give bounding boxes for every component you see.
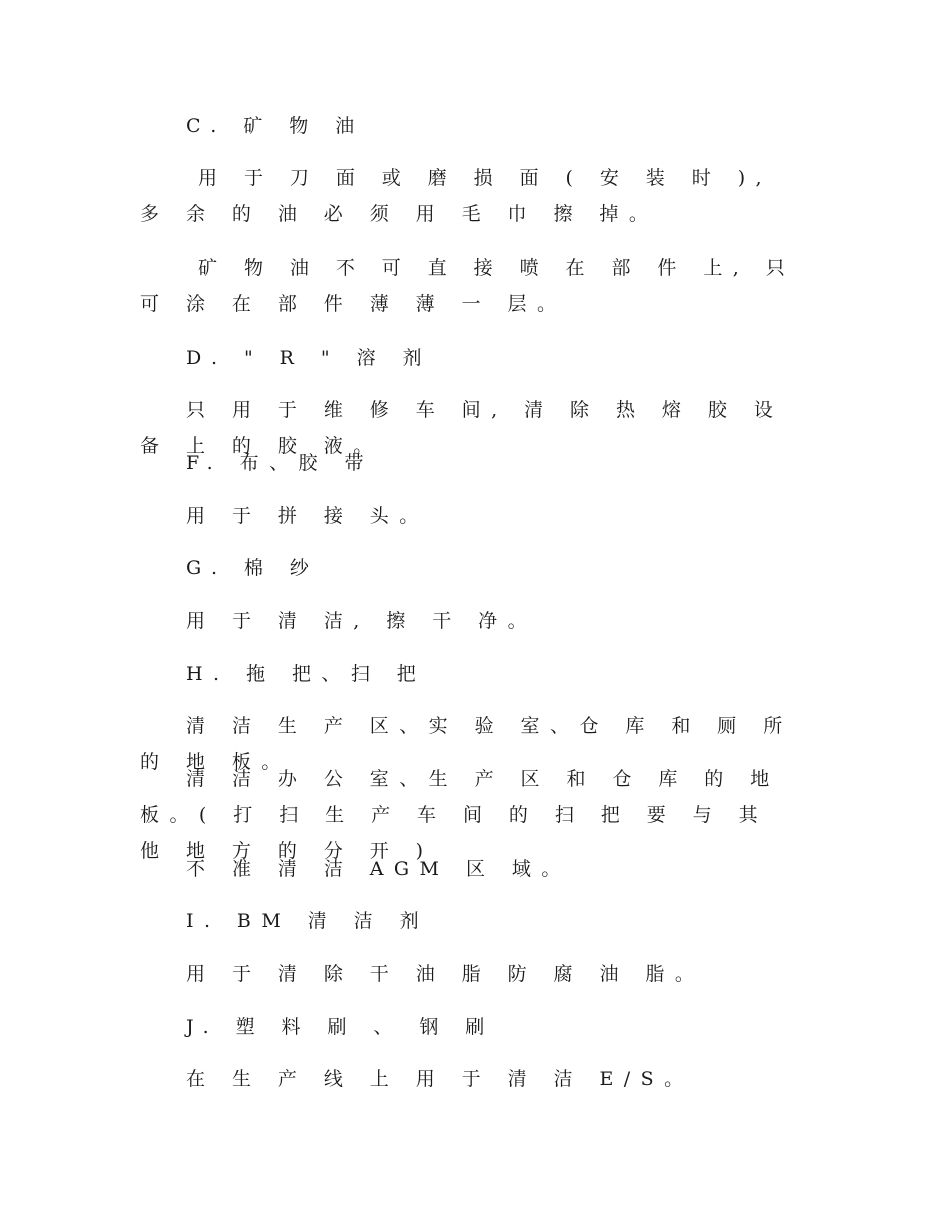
section-heading-j: J. 塑 料 刷 、 钢 刷	[186, 1016, 495, 1038]
paragraph-cotton-usage: 用 于 清 洁, 擦 干 净。	[186, 610, 538, 632]
section-heading-i: I. BM 清 洁 剂	[186, 910, 430, 932]
section-heading-h: H. 拖 把、扫 把	[186, 663, 427, 685]
paragraph-bm-cleaner-usage: 用 于 清 除 干 油 脂 防 腐 油 脂。	[186, 963, 705, 985]
paragraph-tape-usage: 用 于 拼 接 头。	[186, 505, 429, 527]
paragraph-mop-usage-2: 清 洁 办 公 室、生 产 区 和 仓 库 的 地 板。( 打 扫 生 产 车 间 的 扫 把 要 与 其 他 地 方 的 分 开 )	[140, 768, 797, 862]
paragraph-mop-restriction: 不 准 清 洁 AGM 区 域。	[186, 858, 571, 880]
paragraph-brush-usage: 在 生 产 线 上 用 于 清 洁 E/S。	[186, 1068, 694, 1090]
paragraph-solvent-usage: 只 用 于 维 修 车 间, 清 除 热 熔 胶 设 备 上 的 胶 液。	[140, 399, 800, 457]
section-heading-g: G. 棉 纱	[186, 557, 320, 579]
paragraph-mineral-oil-usage: 用 于 刀 面 或 磨 损 面 ( 安 装 时 ), 多 余 的 油 必 须 用 毛 巾 擦 掉。	[140, 167, 789, 225]
paragraph-mineral-oil-note: 矿 物 油 不 可 直 接 喷 在 部 件 上, 只 可 涂 在 部 件 薄 薄 一 层。	[140, 257, 812, 315]
section-heading-f: F. 布、胶 带	[186, 452, 374, 474]
section-heading-c: C. 矿 物 油	[186, 115, 365, 137]
section-heading-d: D. " R " 溶 剂	[186, 347, 432, 369]
paragraph-mop-usage-1: 清 洁 生 产 区、实 验 室、仓 库 和 厕 所 的 地 板。	[140, 715, 810, 773]
